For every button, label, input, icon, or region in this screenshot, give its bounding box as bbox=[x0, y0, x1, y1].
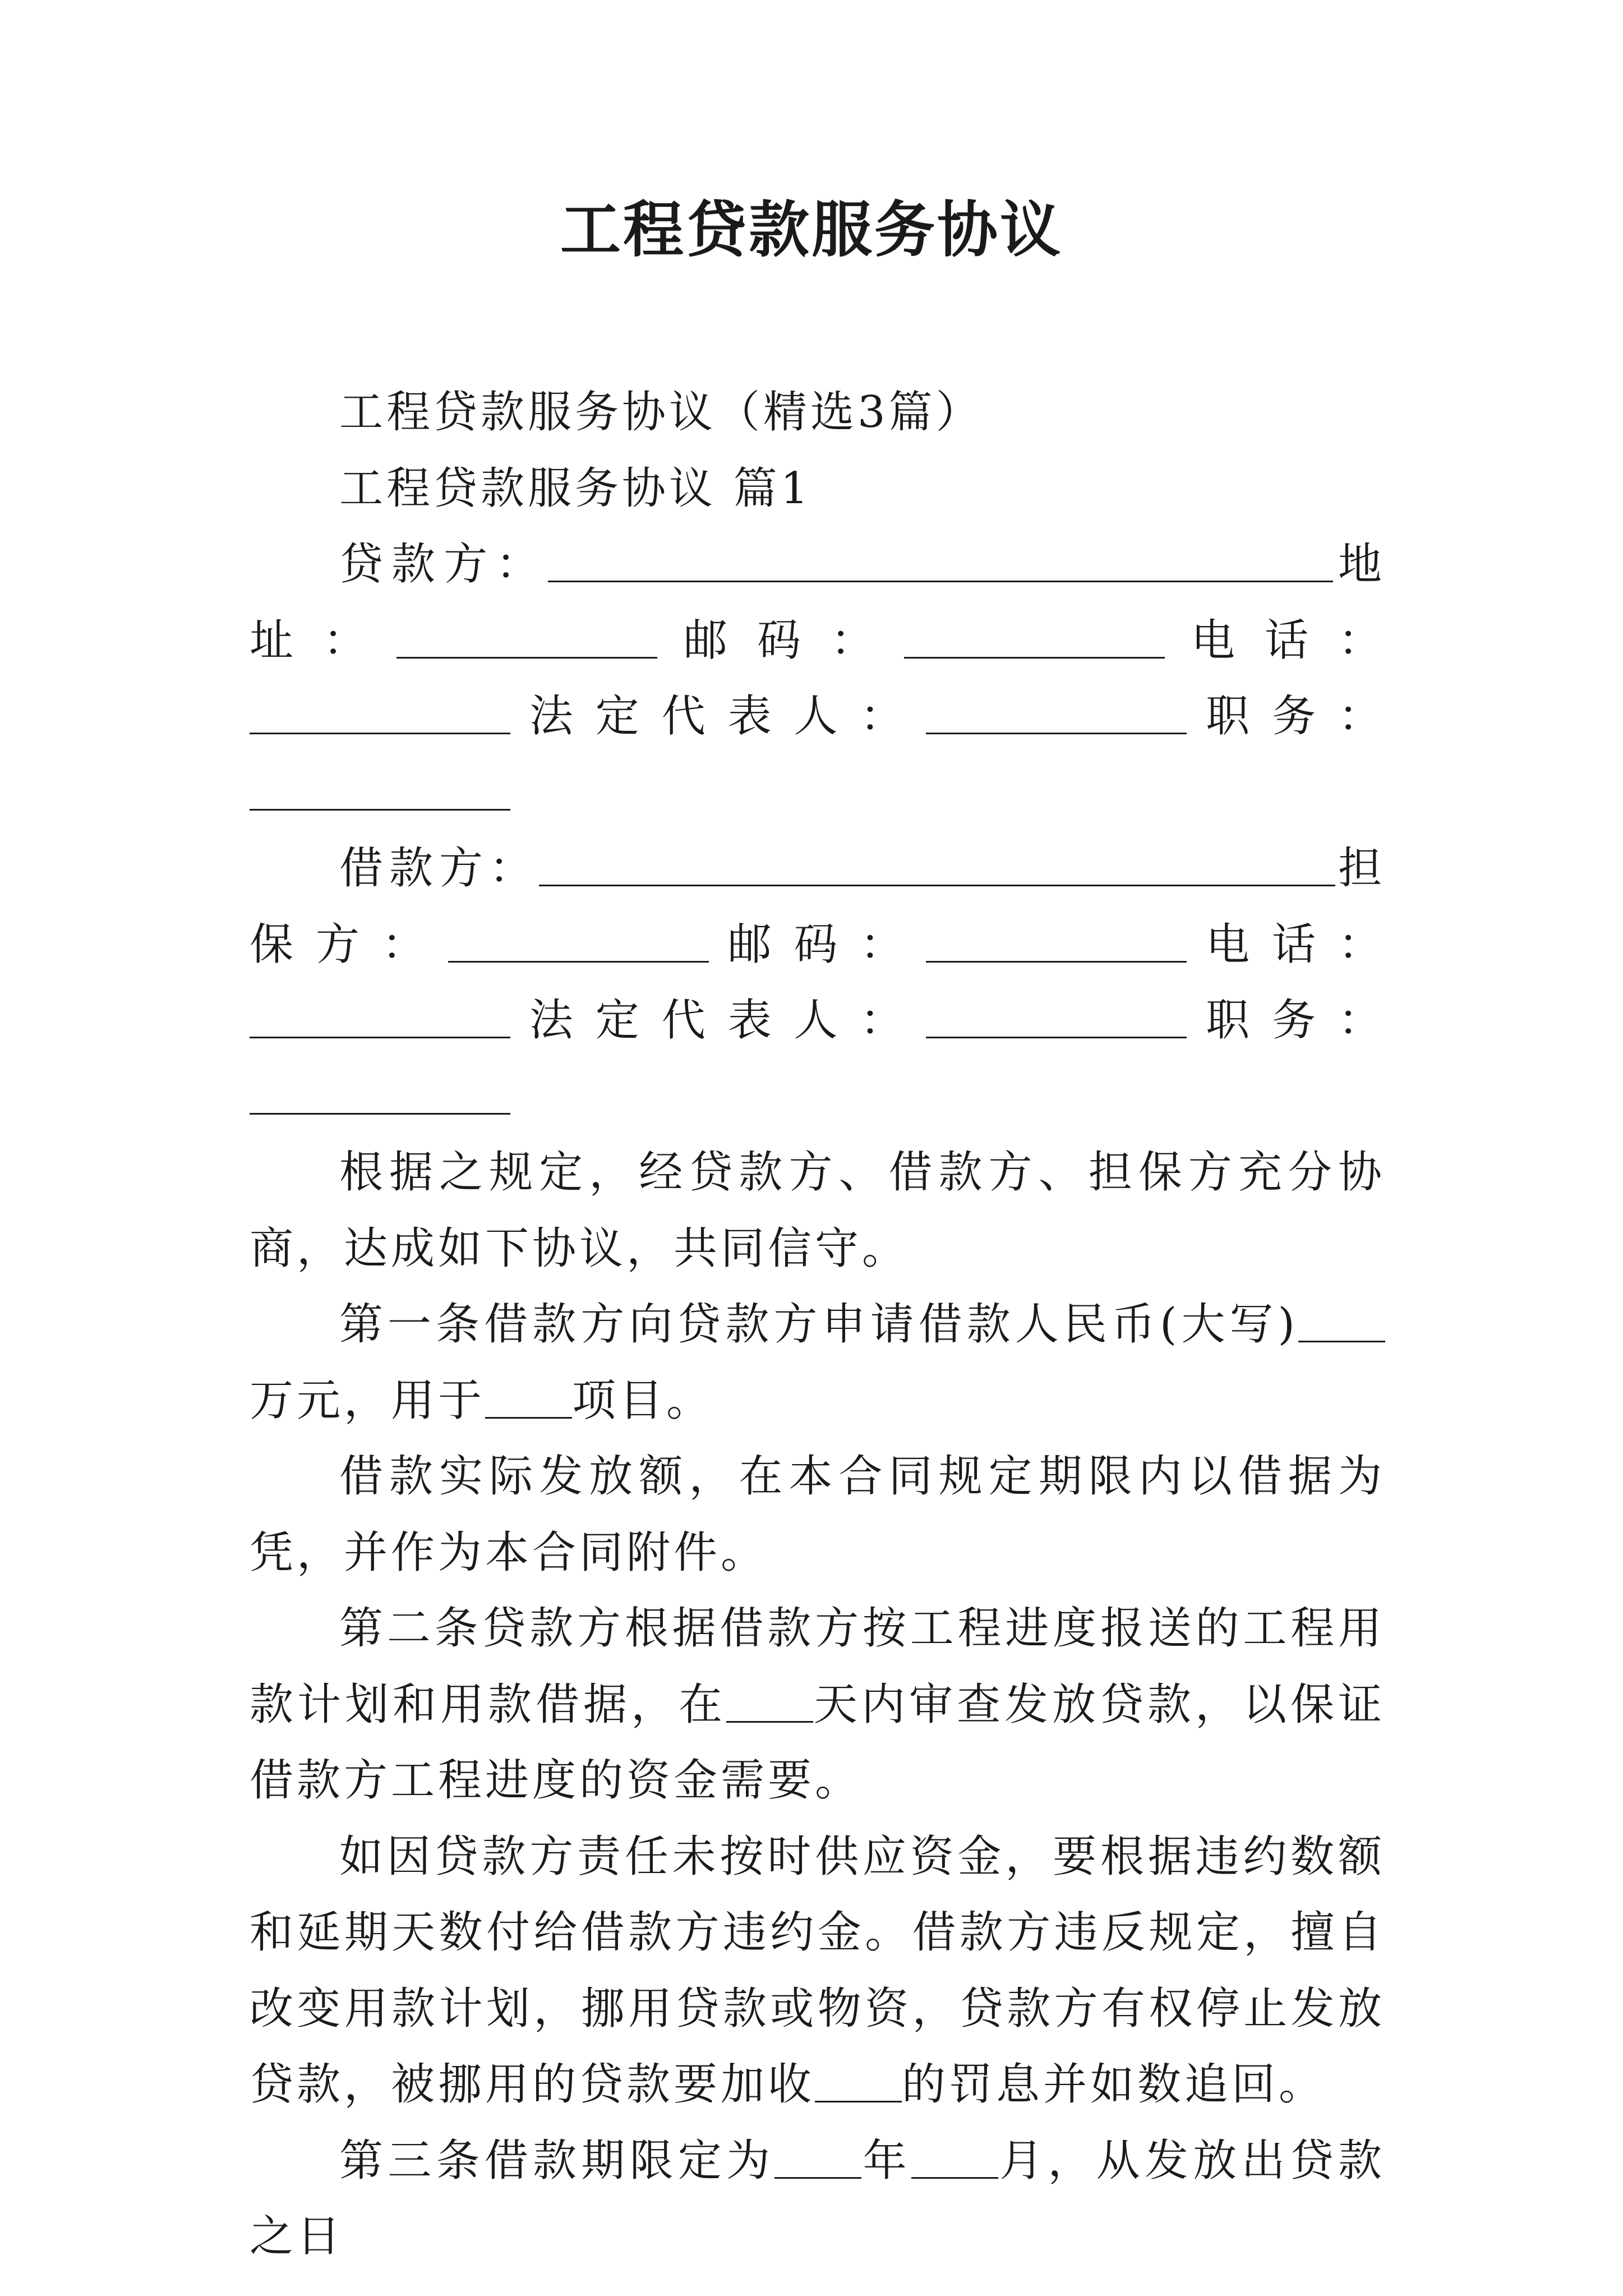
article-2-text-a: 第二条贷款方根据借款方按工程进度报送的工程用款计划和用款借据，在 bbox=[250, 1603, 1385, 1730]
position-blank bbox=[250, 1073, 510, 1115]
address-label: 地址： bbox=[250, 539, 1385, 666]
position-blank bbox=[250, 769, 510, 811]
legal-rep-label: 法定代表人： bbox=[510, 691, 926, 742]
article-1-text-c: 项目。 bbox=[572, 1375, 714, 1426]
article-1-paragraph bbox=[250, 1287, 1385, 1439]
article-1-text-b: 万元，用于 bbox=[250, 1375, 486, 1426]
amount-blank bbox=[1298, 1300, 1385, 1342]
intro-paragraph: 工程贷款服务协议（精选3篇） bbox=[339, 387, 983, 438]
penalty-paragraph bbox=[250, 1819, 1385, 2123]
penalty-rate-blank bbox=[815, 2060, 902, 2102]
guarantor-blank bbox=[448, 921, 709, 963]
lender-blank bbox=[548, 540, 1333, 582]
guarantor-label: 担保方： bbox=[250, 843, 1385, 970]
penalty-text-a: 如因贷款方责任未按时供应资金，要根据违约数额和延期天数付给借款方违约金。借款方违反规定，擅自改变用款计划，挪用贷款或物资，贷款方有权停止发放贷款，被挪用的贷款要加收 bbox=[250, 1831, 1385, 2110]
legal-rep-blank bbox=[926, 692, 1187, 734]
phone-blank bbox=[250, 996, 510, 1038]
years-blank bbox=[774, 2137, 861, 2179]
actual-amount-paragraph: 借款实际发放额，在本合同规定期限内以借据为凭，并作为本合同附件。 bbox=[250, 1451, 1385, 1578]
legal-rep-blank bbox=[926, 996, 1187, 1038]
borrower-label: 借款方： bbox=[339, 843, 539, 894]
document-title: 工程贷款服务协议 bbox=[560, 195, 1063, 265]
article-3-paragraph bbox=[250, 2123, 1385, 2275]
postcode-label: 邮码： bbox=[657, 615, 904, 666]
position-label: 职务： bbox=[1187, 995, 1385, 1046]
legal-rep-label: 法定代表人： bbox=[510, 995, 926, 1046]
article-3-text-b: 年 bbox=[861, 2135, 911, 2186]
phone-label: 电话： bbox=[1164, 615, 1385, 666]
article-3-text-a: 第三条借款期限定为 bbox=[339, 2135, 775, 2186]
postcode-blank bbox=[904, 616, 1165, 659]
months-blank bbox=[911, 2137, 998, 2179]
section-heading: 工程贷款服务协议 篇1 bbox=[339, 463, 812, 514]
lender-label: 贷款方： bbox=[339, 539, 548, 590]
lender-info-paragraph bbox=[250, 527, 1385, 831]
days-blank bbox=[726, 1681, 813, 1723]
borrower-info-paragraph bbox=[250, 831, 1385, 1135]
penalty-text-b: 的罚息并如数追回。 bbox=[902, 2059, 1326, 2110]
address-blank bbox=[396, 616, 657, 659]
basis-paragraph: 根据之规定，经贷款方、借款方、担保方充分协商，达成如下协议，共同信守。 bbox=[250, 1147, 1385, 1274]
document-body bbox=[250, 375, 1385, 2275]
borrower-blank bbox=[539, 844, 1335, 886]
article-2-text-b: 天内审查发放贷款，以保证借款方工程进度的资金需要。 bbox=[250, 1679, 1385, 1806]
position-label: 职务： bbox=[1187, 691, 1385, 742]
article-1-text-a: 第一条借款方向贷款方申请借款人民币(大写) bbox=[339, 1299, 1298, 1350]
phone-label: 电话： bbox=[1187, 919, 1385, 970]
postcode-blank bbox=[926, 921, 1187, 963]
article-2-paragraph bbox=[250, 1591, 1385, 1819]
project-blank bbox=[485, 1377, 572, 1419]
postcode-label: 邮码： bbox=[708, 919, 926, 970]
phone-blank bbox=[250, 692, 510, 734]
article-3-text-c: 月，从发放出贷款之日 bbox=[250, 2135, 1385, 2262]
